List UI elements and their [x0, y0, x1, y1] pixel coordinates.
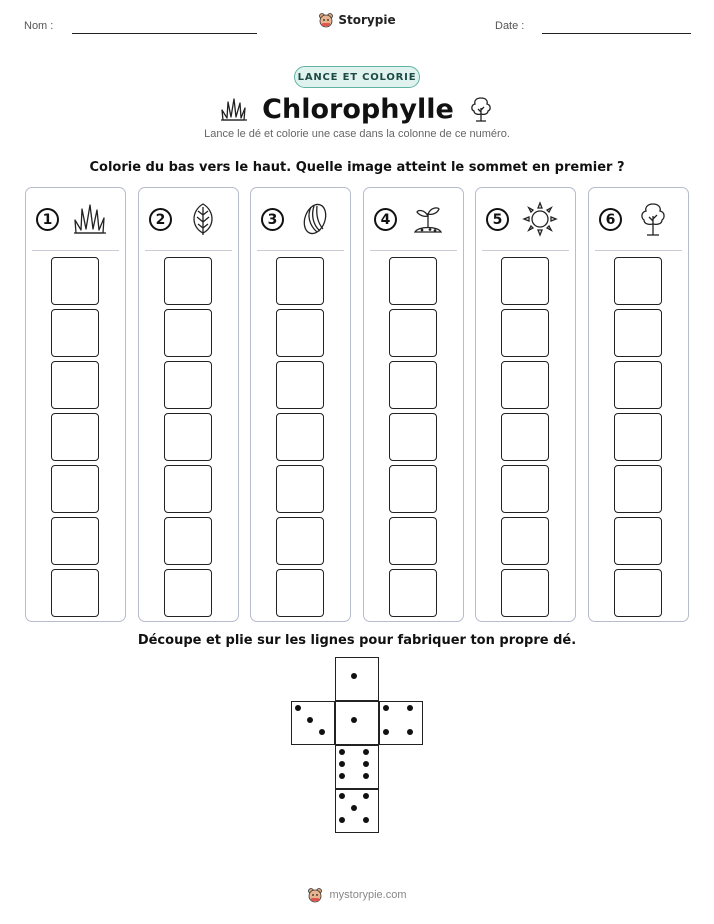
- dice-pip: [351, 717, 357, 723]
- color-box[interactable]: [164, 413, 212, 461]
- sprout-icon: [410, 201, 446, 237]
- tree-icon: [635, 201, 671, 237]
- page-title: Chlorophylle: [262, 93, 454, 125]
- title-row: [0, 92, 714, 126]
- color-box[interactable]: [501, 361, 549, 409]
- date-line[interactable]: [542, 33, 691, 34]
- column-4: [363, 187, 464, 622]
- dice-face-5: [335, 789, 379, 833]
- color-box[interactable]: [276, 413, 324, 461]
- color-box[interactable]: [501, 465, 549, 513]
- brand-name: Storypie: [338, 13, 396, 27]
- name-line[interactable]: [72, 33, 257, 34]
- dice-pip: [407, 729, 413, 735]
- color-box[interactable]: [501, 517, 549, 565]
- brand-logo: [0, 12, 714, 28]
- dice-pip: [339, 749, 345, 755]
- color-box[interactable]: [51, 309, 99, 357]
- color-box[interactable]: [501, 309, 549, 357]
- tree-icon: [468, 95, 494, 123]
- subtitle: Lance le dé et colorie une case dans la colonne de ce numéro.: [204, 128, 510, 140]
- color-box[interactable]: [51, 413, 99, 461]
- color-box[interactable]: [276, 517, 324, 565]
- storypie-mascot-icon: [307, 887, 323, 903]
- color-box[interactable]: [614, 361, 662, 409]
- dice-pip: [363, 749, 369, 755]
- date-label: Date :: [495, 20, 525, 32]
- column-header: [26, 188, 125, 250]
- column-3: [250, 187, 351, 622]
- color-box[interactable]: [276, 569, 324, 617]
- column-number: 1: [36, 208, 59, 231]
- color-box[interactable]: [51, 257, 99, 305]
- color-box[interactable]: [276, 361, 324, 409]
- color-box[interactable]: [614, 309, 662, 357]
- color-box[interactable]: [389, 465, 437, 513]
- dice-face-1: [335, 701, 379, 745]
- column-5: [475, 187, 576, 622]
- dice-pip: [295, 705, 301, 711]
- color-box[interactable]: [276, 257, 324, 305]
- color-box[interactable]: [164, 465, 212, 513]
- grass-icon: [220, 96, 248, 122]
- color-box[interactable]: [51, 517, 99, 565]
- column-divider: [257, 250, 344, 251]
- column-number: 2: [149, 208, 172, 231]
- color-box[interactable]: [501, 257, 549, 305]
- column-number: 6: [599, 208, 622, 231]
- color-box[interactable]: [614, 257, 662, 305]
- column-2: [138, 187, 239, 622]
- color-box[interactable]: [389, 257, 437, 305]
- dice-pip: [351, 673, 357, 679]
- column-1: [25, 187, 126, 622]
- color-box[interactable]: [389, 309, 437, 357]
- column-header: [139, 188, 238, 250]
- activity-badge: LANCE ET COLORIE: [294, 66, 420, 88]
- column-number: 4: [374, 208, 397, 231]
- column-divider: [145, 250, 232, 251]
- dice-pip: [383, 705, 389, 711]
- color-box[interactable]: [276, 465, 324, 513]
- dice-pip: [363, 761, 369, 767]
- color-box[interactable]: [389, 361, 437, 409]
- name-label: Nom :: [24, 20, 54, 32]
- grass-icon: [72, 201, 108, 237]
- color-box[interactable]: [614, 517, 662, 565]
- dice-pip: [363, 793, 369, 799]
- column-divider: [370, 250, 457, 251]
- dice-face-6: [335, 745, 379, 789]
- color-box[interactable]: [276, 309, 324, 357]
- color-box[interactable]: [51, 569, 99, 617]
- dice-pip: [339, 761, 345, 767]
- column-6: [588, 187, 689, 622]
- color-box[interactable]: [164, 257, 212, 305]
- dice-instruction: Découpe et plie sur les lignes pour fabriquer ton propre dé.: [137, 633, 577, 648]
- column-header: [476, 188, 575, 250]
- dice-pip: [383, 729, 389, 735]
- dice-pip: [339, 773, 345, 779]
- column-header: [589, 188, 688, 250]
- column-divider: [595, 250, 682, 251]
- color-box[interactable]: [164, 569, 212, 617]
- dice-pip: [363, 817, 369, 823]
- color-box[interactable]: [614, 569, 662, 617]
- dice-pip: [339, 817, 345, 823]
- footer: [0, 887, 714, 903]
- column-divider: [32, 250, 119, 251]
- instruction-text: Colorie du bas vers le haut. Quelle image atteint le sommet en premier ?: [89, 160, 625, 175]
- color-box[interactable]: [614, 413, 662, 461]
- color-box[interactable]: [164, 309, 212, 357]
- column-header: [251, 188, 350, 250]
- color-box[interactable]: [164, 517, 212, 565]
- color-box[interactable]: [389, 517, 437, 565]
- leaf-icon: [185, 201, 221, 237]
- dice-pip: [407, 705, 413, 711]
- color-box[interactable]: [501, 569, 549, 617]
- color-box[interactable]: [164, 361, 212, 409]
- sun-icon: [522, 201, 558, 237]
- dice-face-4: [379, 701, 423, 745]
- dice-pip: [307, 717, 313, 723]
- seed-icon: [297, 201, 333, 237]
- dice-pip: [339, 793, 345, 799]
- dice-face-3: [291, 701, 335, 745]
- color-box[interactable]: [389, 569, 437, 617]
- column-header: [364, 188, 463, 250]
- storypie-mascot-icon: [318, 12, 334, 28]
- footer-site: mystorypie.com: [329, 889, 407, 901]
- column-divider: [482, 250, 569, 251]
- dice-pip: [319, 729, 325, 735]
- column-number: 5: [486, 208, 509, 231]
- column-number: 3: [261, 208, 284, 231]
- color-box[interactable]: [501, 413, 549, 461]
- dice-face-1: [335, 657, 379, 701]
- color-box[interactable]: [51, 465, 99, 513]
- dice-pip: [363, 773, 369, 779]
- color-box[interactable]: [614, 465, 662, 513]
- color-box[interactable]: [389, 413, 437, 461]
- dice-pip: [351, 805, 357, 811]
- color-box[interactable]: [51, 361, 99, 409]
